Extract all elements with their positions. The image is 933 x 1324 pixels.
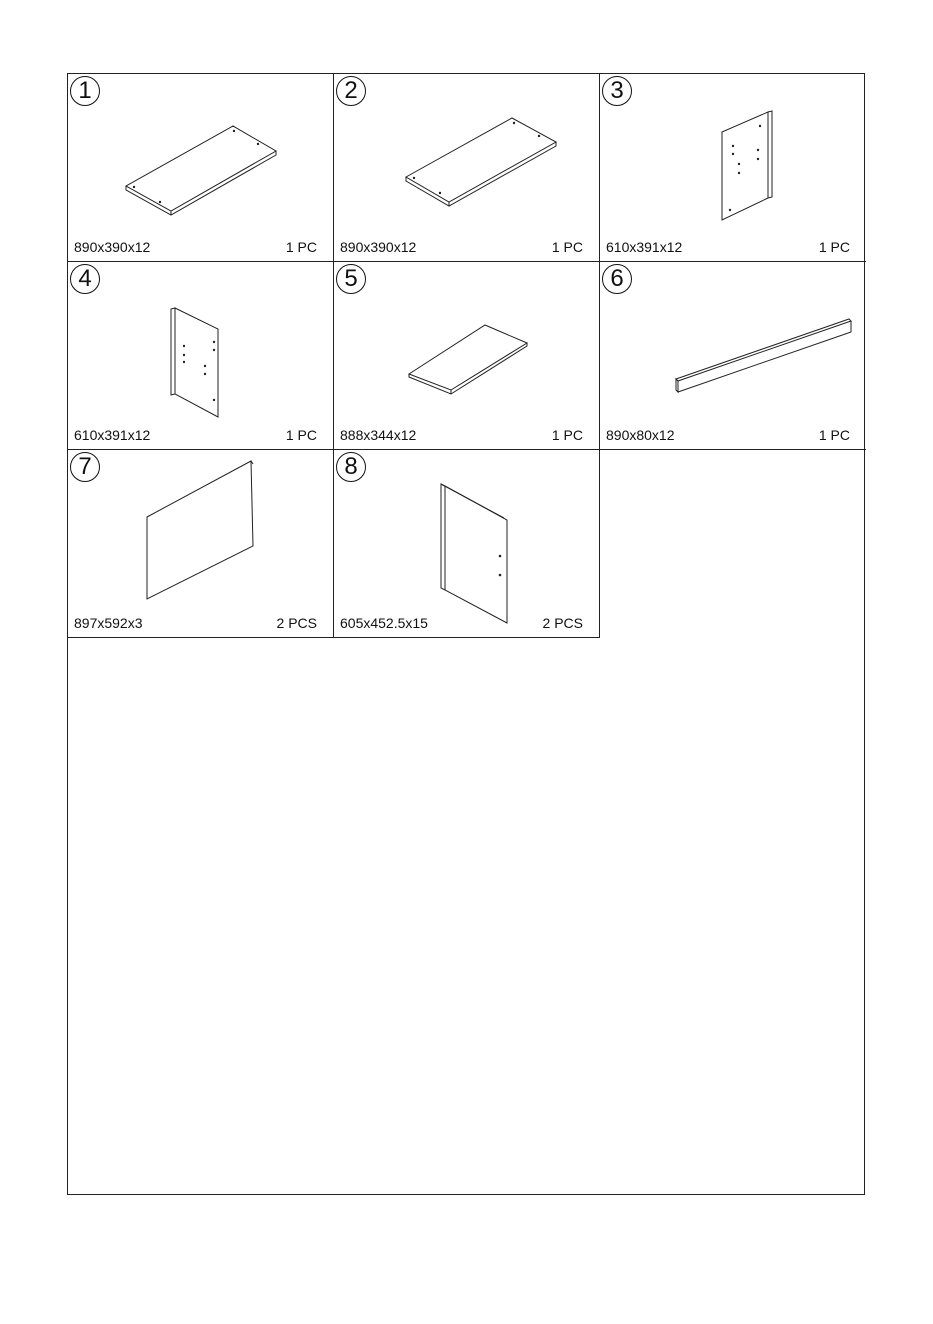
panel-illustration-3 [600, 74, 866, 262]
part-quantity: 1 PC [285, 239, 317, 255]
part-cell-7 [68, 450, 334, 638]
part-quantity: 1 PC [285, 427, 317, 443]
part-dimensions: 605x452.5x15 [340, 615, 428, 631]
part-quantity: 1 PC [551, 239, 583, 255]
part-quantity: 1 PC [818, 239, 850, 255]
panel-illustration-2 [334, 74, 600, 262]
panel-illustration-6 [600, 262, 866, 450]
panel-illustration-7 [68, 450, 334, 638]
panel-illustration-4 [68, 262, 334, 450]
panel-illustration-5 [334, 262, 600, 450]
part-number-badge: 8 [336, 452, 366, 482]
part-number-badge: 1 [70, 76, 100, 106]
parts-list-sheet [67, 73, 865, 1195]
part-dimensions: 610x391x12 [74, 427, 151, 443]
part-quantity: 1 PC [818, 427, 850, 443]
part-dimensions: 888x344x12 [340, 427, 417, 443]
part-cell-8 [334, 450, 600, 638]
panel-illustration-8 [334, 450, 600, 638]
part-number-badge: 6 [602, 264, 632, 294]
part-dimensions: 897x592x3 [74, 615, 143, 631]
part-number-badge: 7 [70, 452, 100, 482]
part-dimensions: 890x390x12 [340, 239, 417, 255]
part-cell-2 [334, 74, 600, 262]
part-quantity: 1 PC [551, 427, 583, 443]
part-dimensions: 610x391x12 [606, 239, 683, 255]
part-quantity: 2 PCS [542, 615, 583, 631]
part-cell-4 [68, 262, 334, 450]
part-cell-5 [334, 262, 600, 450]
part-number-badge: 5 [336, 264, 366, 294]
part-number-badge: 3 [602, 76, 632, 106]
part-cell-6 [600, 262, 866, 450]
part-cell-3 [600, 74, 866, 262]
part-quantity: 2 PCS [276, 615, 317, 631]
part-dimensions: 890x80x12 [606, 427, 675, 443]
part-number-badge: 2 [336, 76, 366, 106]
part-cell-1 [68, 74, 334, 262]
part-number-badge: 4 [70, 264, 100, 294]
panel-illustration-1 [68, 74, 334, 262]
part-dimensions: 890x390x12 [74, 239, 151, 255]
